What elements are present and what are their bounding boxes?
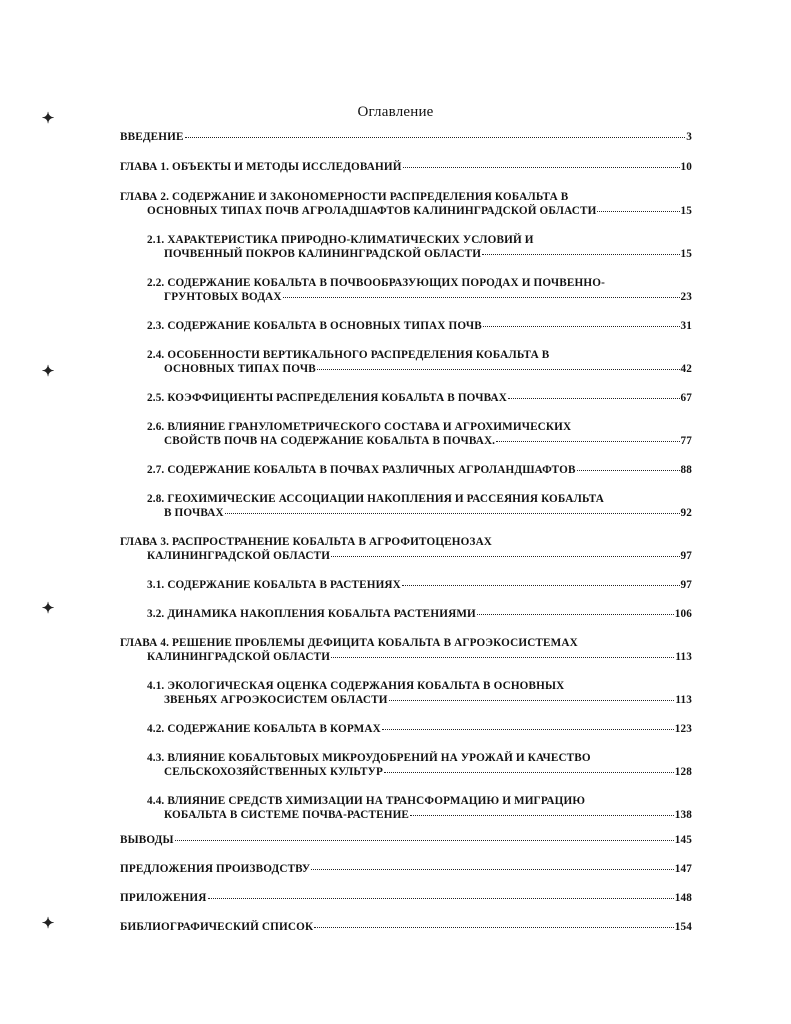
toc-entry[interactable] xyxy=(147,420,692,448)
toc-entry-title: ПОЧВЕННЫЙ ПОКРОВ КАЛИНИНГРАДСКОЙ ОБЛАСТИ xyxy=(164,248,482,260)
toc-page-number: 23 xyxy=(680,291,692,303)
toc-entry-line xyxy=(120,920,692,934)
toc-page-number: 154 xyxy=(674,921,692,933)
toc-entry-line: 2.4. ОСОБЕННОСТИ ВЕРТИКАЛЬНОГО РАСПРЕДЕЛЕНИЯ КОБАЛЬТА В xyxy=(147,349,550,361)
dot-leader xyxy=(331,556,679,557)
toc-entry[interactable] xyxy=(147,492,692,520)
toc-entry-title: 2.5. КОЭФФИЦИЕНТЫ РАСПРЕДЕЛЕНИЯ КОБАЛЬТА В ПОЧВАХ xyxy=(147,392,507,404)
toc-entry-title: СЕЛЬСКОХОЗЯЙСТВЕННЫХ КУЛЬТУР xyxy=(164,766,384,778)
dot-leader xyxy=(477,614,674,615)
dot-leader xyxy=(389,700,675,701)
toc-entry[interactable] xyxy=(120,130,692,144)
toc-entry-line xyxy=(147,247,692,261)
page-title: Оглавление xyxy=(357,104,434,120)
toc-entry-title: 3.2. ДИНАМИКА НАКОПЛЕНИЯ КОБАЛЬТА РАСТЕНИЯМИ xyxy=(147,608,476,620)
toc-page-number: 15 xyxy=(680,205,692,217)
toc-page-number: 3 xyxy=(686,131,692,143)
toc-page-number: 97 xyxy=(680,550,692,562)
toc-entry-line xyxy=(120,549,692,563)
toc-page-number: 123 xyxy=(674,723,692,735)
toc-entry-line xyxy=(147,765,692,779)
dot-leader xyxy=(317,369,680,370)
toc-page-number: 138 xyxy=(674,809,692,821)
toc-entry-line xyxy=(120,833,692,847)
dot-leader xyxy=(483,326,680,327)
toc-entry-line: ГЛАВА 2. СОДЕРЖАНИЕ И ЗАКОНОМЕРНОСТИ РАСПРЕДЕЛЕНИЯ КОБАЛЬТА В xyxy=(120,191,569,203)
toc-page-number: 113 xyxy=(675,651,692,663)
toc-entry[interactable] xyxy=(120,636,692,664)
toc-page-number: 128 xyxy=(674,766,692,778)
toc-entry[interactable] xyxy=(147,722,692,736)
toc-entry-line: 2.2. СОДЕРЖАНИЕ КОБАЛЬТА В ПОЧВООБРАЗУЮЩИХ ПОРОДАХ И ПОЧВЕННО- xyxy=(147,277,605,289)
dot-leader xyxy=(382,729,674,730)
toc-entry[interactable] xyxy=(120,891,692,905)
toc-page-number: 97 xyxy=(680,579,692,591)
toc-entry-line xyxy=(147,290,692,304)
toc-entry-title: КАЛИНИНГРАДСКОЙ ОБЛАСТИ xyxy=(147,651,331,663)
toc-entry[interactable] xyxy=(147,276,692,304)
toc-entry-line: 4.1. ЭКОЛОГИЧЕСКАЯ ОЦЕНКА СОДЕРЖАНИЯ КОБАЛЬТА В ОСНОВНЫХ xyxy=(147,680,565,692)
toc-page-number: 67 xyxy=(680,392,692,404)
dot-leader xyxy=(482,254,679,255)
dot-leader xyxy=(283,297,680,298)
toc-entry[interactable] xyxy=(147,463,692,477)
dot-leader xyxy=(384,772,674,773)
toc-page-number: 148 xyxy=(674,892,692,904)
toc-entry-line xyxy=(147,319,692,333)
toc-entry-title: БИБЛИОГРАФИЧЕСКИЙ СПИСОК xyxy=(120,921,314,933)
toc-entry[interactable] xyxy=(120,535,692,563)
toc-entry-title: КАЛИНИНГРАДСКОЙ ОБЛАСТИ xyxy=(147,550,331,562)
toc-entry[interactable] xyxy=(120,160,692,174)
toc-page-number: 92 xyxy=(680,507,692,519)
dot-leader xyxy=(403,167,680,168)
toc-entry-line xyxy=(147,463,692,477)
dot-leader xyxy=(175,840,674,841)
toc-entry-title: 4.2. СОДЕРЖАНИЕ КОБАЛЬТА В КОРМАХ xyxy=(147,723,381,735)
toc-page-number: 77 xyxy=(680,435,692,447)
dot-leader xyxy=(225,513,680,514)
toc-entry-line xyxy=(120,130,692,144)
toc-entry-line xyxy=(120,160,692,174)
toc-entry-line xyxy=(147,362,692,376)
dot-leader xyxy=(311,869,674,870)
toc-page-number: 145 xyxy=(674,834,692,846)
toc-entry-line: 4.4. ВЛИЯНИЕ СРЕДСТВ ХИМИЗАЦИИ НА ТРАНСФОРМАЦИЮ И МИГРАЦИЮ xyxy=(147,795,586,807)
toc-entry[interactable] xyxy=(147,794,692,822)
toc-entry-title: ПРИЛОЖЕНИЯ xyxy=(120,892,207,904)
toc-page-number: 106 xyxy=(674,608,692,620)
toc-page-number: 147 xyxy=(674,863,692,875)
dot-leader xyxy=(208,898,674,899)
toc-entry[interactable] xyxy=(147,578,692,592)
toc-entry[interactable] xyxy=(120,920,692,934)
toc-entry[interactable] xyxy=(147,607,692,621)
toc-entry-title: ГЛАВА 1. ОБЪЕКТЫ И МЕТОДЫ ИССЛЕДОВАНИЙ xyxy=(120,161,402,173)
binding-hole-mark-icon: ✦ xyxy=(41,111,55,127)
toc-page-number: 42 xyxy=(680,363,692,375)
binding-hole-mark-icon: ✦ xyxy=(41,364,55,380)
toc-entry-title: ЗВЕНЬЯХ АГРОЭКОСИСТЕМ ОБЛАСТИ xyxy=(164,694,388,706)
binding-hole-mark-icon: ✦ xyxy=(41,601,55,617)
toc-entry-title: ОСНОВНЫХ ТИПАХ ПОЧВ xyxy=(164,363,316,375)
toc-entry-line xyxy=(147,578,692,592)
dot-leader xyxy=(508,398,680,399)
toc-entry-line xyxy=(147,607,692,621)
toc-entry-line xyxy=(147,506,692,520)
toc-entry-line xyxy=(147,693,692,707)
toc-entry-line: 4.3. ВЛИЯНИЕ КОБАЛЬТОВЫХ МИКРОУДОБРЕНИЙ НА УРОЖАЙ И КАЧЕСТВО xyxy=(147,752,591,764)
toc-entry[interactable] xyxy=(120,862,692,876)
dot-leader xyxy=(185,137,686,138)
toc-entry[interactable] xyxy=(120,833,692,847)
toc-entry-line xyxy=(147,434,692,448)
toc-entry-title: В ПОЧВАХ xyxy=(164,507,224,519)
toc-entry-title: 2.7. СОДЕРЖАНИЕ КОБАЛЬТА В ПОЧВАХ РАЗЛИЧНЫХ АГРОЛАНДШАФТОВ xyxy=(147,464,576,476)
dot-leader xyxy=(331,657,674,658)
toc-page-number: 113 xyxy=(675,694,692,706)
toc-entry-line: ГЛАВА 4. РЕШЕНИЕ ПРОБЛЕМЫ ДЕФИЦИТА КОБАЛЬТА В АГРОЭКОСИСТЕМАХ xyxy=(120,637,578,649)
toc-entry-title: ВЫВОДЫ xyxy=(120,834,174,846)
toc-page-number: 15 xyxy=(680,248,692,260)
toc-entry-title: ОСНОВНЫХ ТИПАХ ПОЧВ АГРОЛАДШАФТОВ КАЛИНИНГРАДСКОЙ ОБЛАСТИ xyxy=(147,205,597,217)
toc-entry-title: 2.3. СОДЕРЖАНИЕ КОБАЛЬТА В ОСНОВНЫХ ТИПАХ ПОЧВ xyxy=(147,320,482,332)
dot-leader xyxy=(597,211,679,212)
toc-entry-line xyxy=(147,808,692,822)
toc-entry[interactable] xyxy=(147,233,692,261)
toc-entry-line xyxy=(147,391,692,405)
dot-leader xyxy=(410,815,674,816)
toc-entry-line xyxy=(120,862,692,876)
toc-entry-title: ГРУНТОВЫХ ВОДАХ xyxy=(164,291,282,303)
toc-entry-line: 2.8. ГЕОХИМИЧЕСКИЕ АССОЦИАЦИИ НАКОПЛЕНИЯ И РАССЕЯНИЯ КОБАЛЬТА xyxy=(147,493,605,505)
toc-page-number: 88 xyxy=(680,464,692,476)
toc-page-number: 10 xyxy=(680,161,692,173)
toc-entry-title: ПРЕДЛОЖЕНИЯ ПРОИЗВОДСТВУ xyxy=(120,863,311,875)
toc-entry[interactable] xyxy=(147,319,692,333)
toc-entry[interactable] xyxy=(147,348,692,376)
toc-entry-title: 3.1. СОДЕРЖАНИЕ КОБАЛЬТА В РАСТЕНИЯХ xyxy=(147,579,401,591)
toc-page-number: 31 xyxy=(680,320,692,332)
toc-entry[interactable] xyxy=(147,751,692,779)
toc-entry-title: ВВЕДЕНИЕ xyxy=(120,131,184,143)
toc-entry[interactable] xyxy=(147,391,692,405)
toc-entry-line: 2.6. ВЛИЯНИЕ ГРАНУЛОМЕТРИЧЕСКОГО СОСТАВА И АГРОХИМИЧЕСКИХ xyxy=(147,421,572,433)
dot-leader xyxy=(577,470,680,471)
toc-entry-line xyxy=(120,891,692,905)
toc-entry-line: ГЛАВА 3. РАСПРОСТРАНЕНИЕ КОБАЛЬТА В АГРОФИТОЦЕНОЗАХ xyxy=(120,536,493,548)
dot-leader xyxy=(402,585,680,586)
toc-entry-line xyxy=(147,722,692,736)
dot-leader xyxy=(314,927,674,928)
toc-entry[interactable] xyxy=(147,679,692,707)
toc-entry[interactable] xyxy=(120,190,692,218)
toc-entry-title: СВОЙСТВ ПОЧВ НА СОДЕРЖАНИЕ КОБАЛЬТА В ПОЧВАХ. xyxy=(164,435,496,447)
toc-entry-line xyxy=(120,204,692,218)
toc-entry-line: 2.1. ХАРАКТЕРИСТИКА ПРИРОДНО-КЛИМАТИЧЕСКИХ УСЛОВИЙ И xyxy=(147,234,534,246)
toc-entry-title: КОБАЛЬТА В СИСТЕМЕ ПОЧВА-РАСТЕНИЕ xyxy=(164,809,410,821)
dot-leader xyxy=(496,441,679,442)
binding-hole-mark-icon: ✦ xyxy=(41,916,55,932)
toc-entry-line xyxy=(120,650,692,664)
